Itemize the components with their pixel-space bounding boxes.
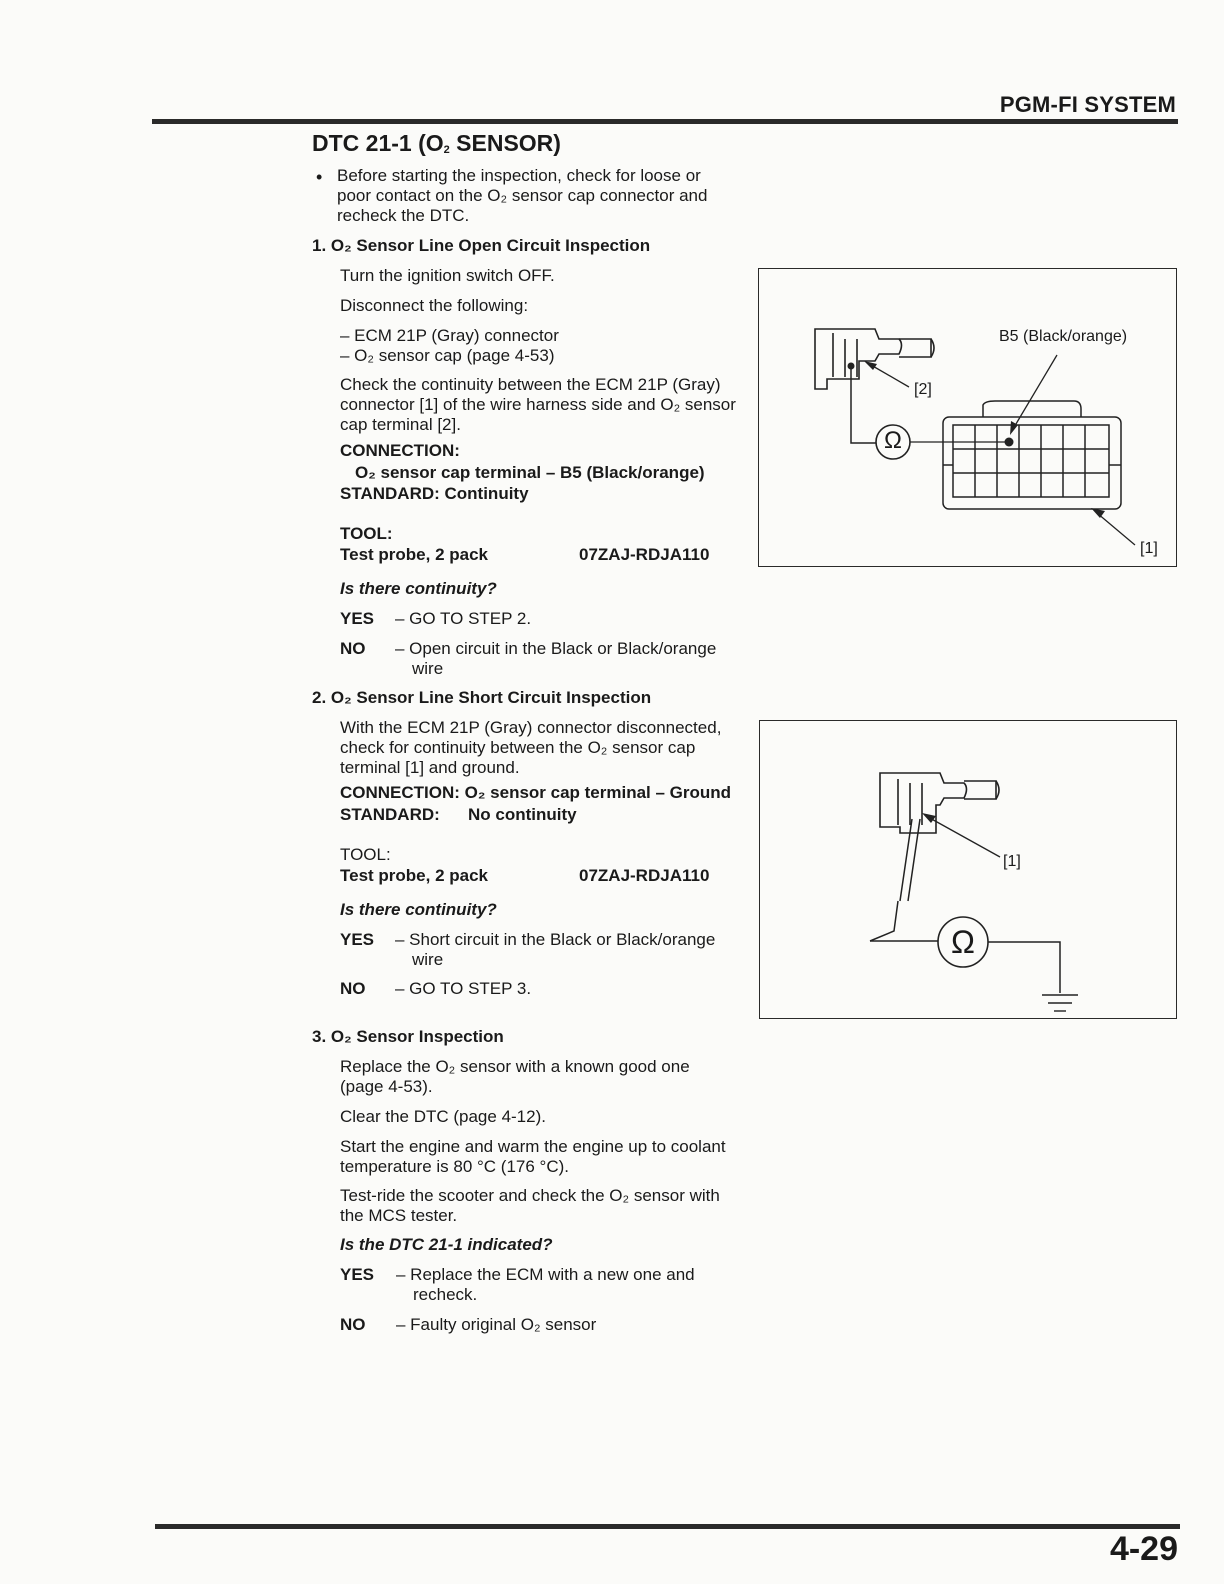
step3-yes-label: YES xyxy=(340,1265,375,1284)
intro-bullet: • xyxy=(316,167,323,187)
step1-p3-line-2: connector [1] of the wire harness side and O₂ sensor xyxy=(340,395,736,414)
leader-line-1-fig2 xyxy=(928,817,1000,857)
o2-sensor-cap-drawing xyxy=(815,329,934,389)
step2-standard-value: No continuity xyxy=(468,805,577,824)
step2-tool-code: 07ZAJ-RDJA110 xyxy=(579,866,710,885)
dtc-title xyxy=(312,130,561,157)
leader-arrow-2 xyxy=(864,361,877,370)
label-1-fig2: [1] xyxy=(1003,853,1021,870)
step1-p1: Turn the ignition switch OFF. xyxy=(340,266,555,285)
step2-p1-line-3: terminal [1] and ground. xyxy=(340,758,520,777)
label-1: [1] xyxy=(1140,540,1158,557)
ohm-symbol: Ω xyxy=(884,427,902,454)
label-b5: B5 (Black/orange) xyxy=(999,328,1128,345)
page-number: 4-29 xyxy=(1109,1530,1178,1568)
ohm-symbol-2: Ω xyxy=(951,924,975,960)
step3-question: Is the DTC 21-1 indicated? xyxy=(340,1235,553,1254)
step2-no-text: – GO TO STEP 3. xyxy=(395,979,532,998)
step1-yes-text: – GO TO STEP 2. xyxy=(395,609,532,628)
step1-tool-code: 07ZAJ-RDJA110 xyxy=(579,545,710,564)
step3-heading: 3. O₂ Sensor Inspection xyxy=(312,1027,504,1046)
probe-lead-left xyxy=(851,366,877,443)
step1-connection-label: CONNECTION: xyxy=(340,441,460,460)
test-probe-drawing xyxy=(870,819,920,941)
step1-p3-line-1: Check the continuity between the ECM 21P (Gray) xyxy=(340,375,721,394)
figure-short-circuit xyxy=(759,720,1177,1019)
dtc-title-sub: 2 xyxy=(443,144,450,156)
step2-p1-line-2: check for continuity between the O₂ sensor cap xyxy=(340,738,696,757)
step2-yes-text-1: – Short circuit in the Black or Black/orange xyxy=(395,930,716,949)
step3-no-label: NO xyxy=(340,1315,366,1334)
step1-dash-item-2: – O₂ sensor cap (page 4-53) xyxy=(340,346,555,365)
leader-line-1 xyxy=(1097,513,1135,545)
leader-line-b5 xyxy=(1013,355,1057,429)
step1-dash-item-1: – ECM 21P (Gray) connector xyxy=(340,326,559,345)
step1-no-text-2: wire xyxy=(412,659,444,678)
intro-line-1: Before starting the inspection, check for loose or xyxy=(337,166,701,185)
step3-yes-text-2: recheck. xyxy=(413,1285,478,1304)
step3-p2: Clear the DTC (page 4-12). xyxy=(340,1107,546,1126)
step2-yes-text-2: wire xyxy=(412,950,444,969)
step2-connection: CONNECTION: O₂ sensor cap terminal – Ground xyxy=(340,783,732,802)
ground-lead xyxy=(988,942,1060,993)
intro-line-3: recheck the DTC. xyxy=(337,206,470,225)
step3-p4-line-2: the MCS tester. xyxy=(340,1206,458,1225)
step2-standard-label: STANDARD: xyxy=(340,805,440,824)
step2-no-label: NO xyxy=(340,979,366,998)
figure-short-circuit-drawing xyxy=(760,721,1176,1018)
step1-no-label: NO xyxy=(340,639,366,658)
step3-p1-line-1: Replace the O₂ sensor with a known good one xyxy=(340,1057,690,1076)
step1-p3-line-3: cap terminal [2]. xyxy=(340,415,461,434)
figure-open-circuit-drawing xyxy=(759,269,1176,566)
step1-question: Is there continuity? xyxy=(340,579,497,598)
step1-tool-name: Test probe, 2 pack xyxy=(340,545,489,564)
step2-tool-name: Test probe, 2 pack xyxy=(340,866,489,885)
step1-connection-value: O₂ sensor cap terminal – B5 (Black/orange) xyxy=(355,463,705,482)
dtc-title-prefix: DTC 21-1 (O xyxy=(312,130,444,156)
step1-p2: Disconnect the following: xyxy=(340,296,529,315)
step2-tool-label: TOOL: xyxy=(340,845,391,864)
step2-p1-line-1: With the ECM 21P (Gray) connector disconnected, xyxy=(340,718,722,737)
figure-open-circuit xyxy=(758,268,1177,567)
step3-yes-text-1: – Replace the ECM with a new one and xyxy=(396,1265,695,1284)
terminal-b5-dot xyxy=(1005,438,1014,447)
header-rule xyxy=(152,119,1178,124)
footer-rule xyxy=(155,1524,1180,1529)
step3-p3-line-2: temperature is 80 °C (176 °C). xyxy=(340,1157,570,1176)
step1-tool-label: TOOL: xyxy=(340,524,393,543)
step2-yes-label: YES xyxy=(340,930,375,949)
leader-arrow-1-fig2 xyxy=(922,813,936,823)
step1-heading: 1. O₂ Sensor Line Open Circuit Inspection xyxy=(312,236,651,255)
step2-question: Is there continuity? xyxy=(340,900,497,919)
step3-p4-line-1: Test-ride the scooter and check the O₂ sensor with xyxy=(340,1186,720,1205)
step3-p3-line-1: Start the engine and warm the engine up to coolant xyxy=(340,1137,726,1156)
intro-line-2: poor contact on the O₂ sensor cap connector and xyxy=(337,186,708,205)
ecm-21p-connector-drawing xyxy=(943,401,1121,509)
leader-line-2 xyxy=(871,365,909,387)
step1-no-text-1: – Open circuit in the Black or Black/orange xyxy=(395,639,717,658)
label-2: [2] xyxy=(914,381,932,398)
ground-symbol-icon xyxy=(1042,995,1078,1011)
step3-no-text: – Faulty original O₂ sensor xyxy=(396,1315,597,1334)
step1-yes-label: YES xyxy=(340,609,375,628)
step3-p1-line-2: (page 4-53). xyxy=(340,1077,433,1096)
section-title: PGM-FI SYSTEM xyxy=(999,92,1176,117)
step1-standard: STANDARD: Continuity xyxy=(340,484,529,503)
step2-heading: 2. O₂ Sensor Line Short Circuit Inspection xyxy=(312,688,652,707)
dtc-title-suffix: SENSOR) xyxy=(449,130,561,156)
